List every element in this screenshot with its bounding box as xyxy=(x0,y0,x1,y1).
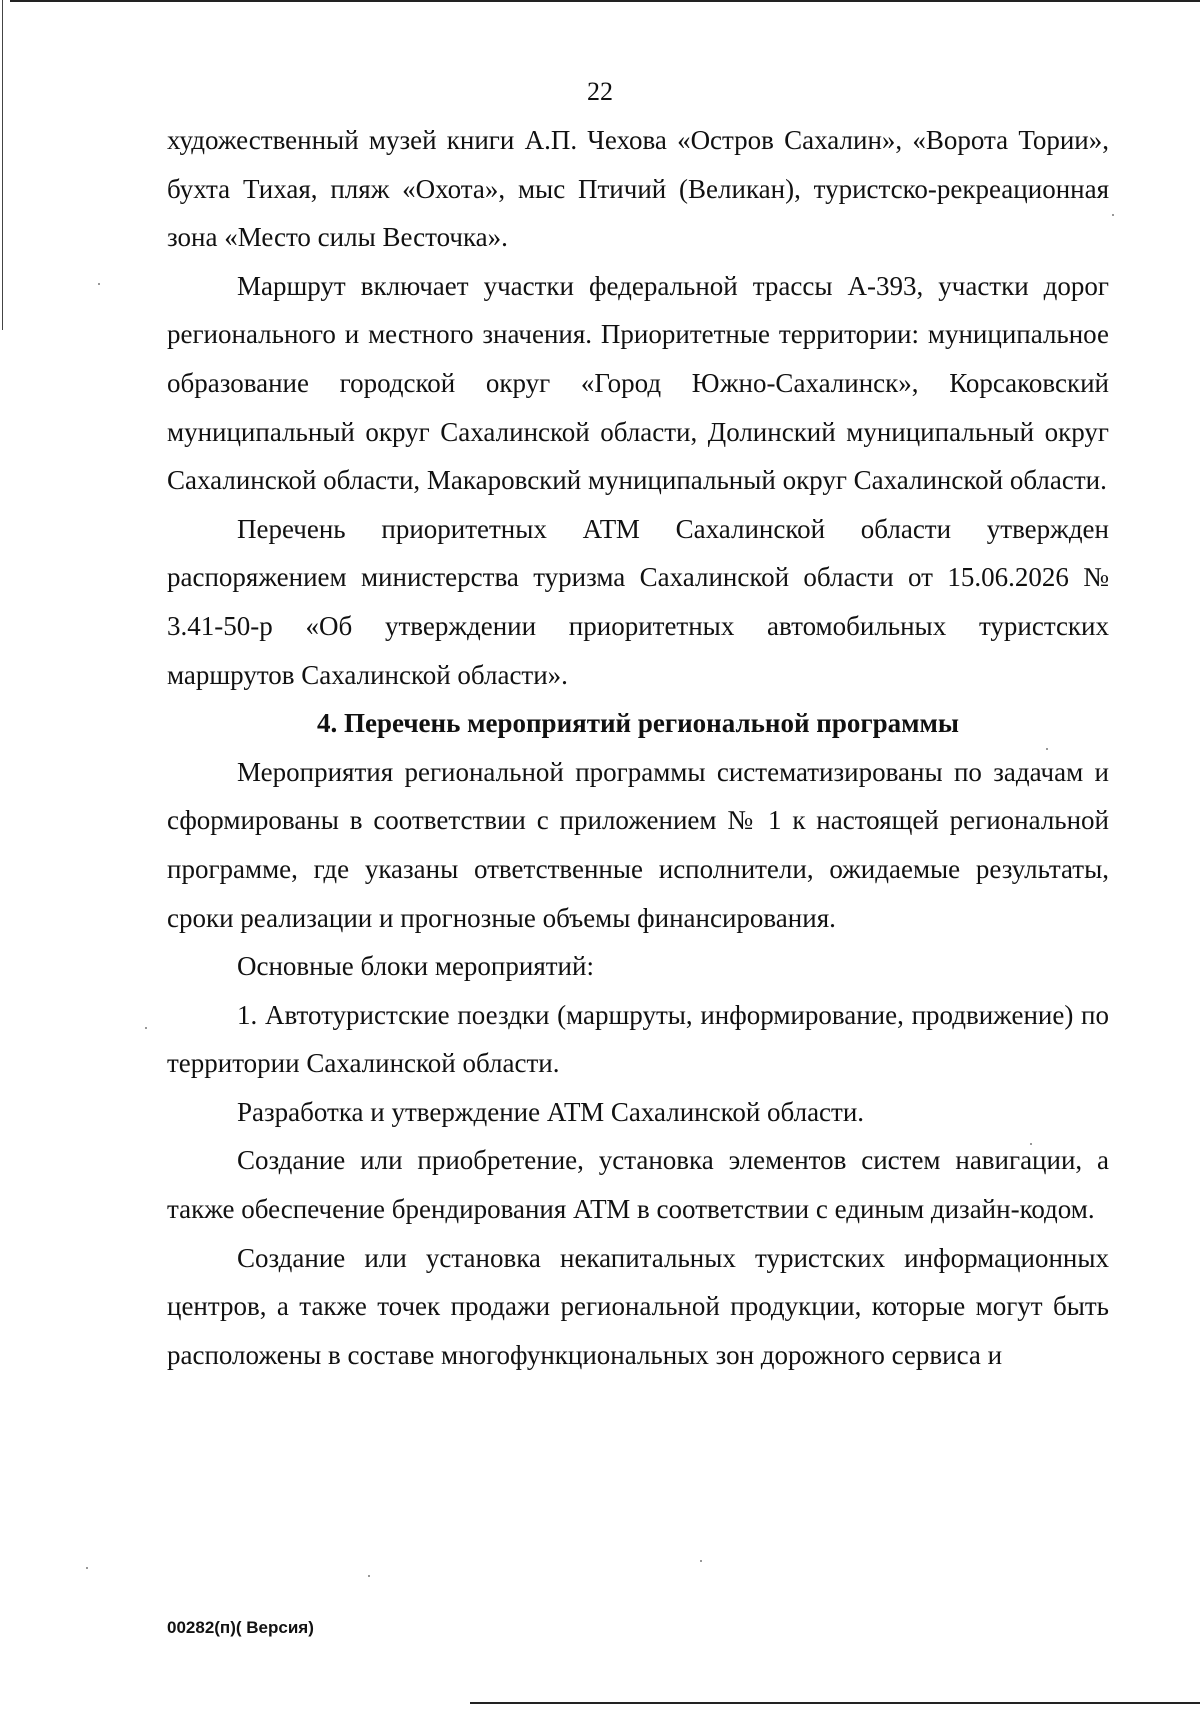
paragraph-info-centers: Создание или установка некапитальных туристских информационных центров, а также точек продажи региональной продукции, которые могут быть расположены в составе многофункциональных зон дорожного сервиса и xyxy=(167,1242,1109,1370)
paragraph-measures: Мероприятия региональной программы систематизированы по задачам и сформированы в соответствии с приложением № 1 к настоящей региональной программе, где указаны ответственные исполнители, ожидаемые результаты, сроки реализации и прогнозные объемы финансирования. xyxy=(167,756,1109,933)
scan-speck xyxy=(98,283,100,285)
footer-document-code xyxy=(167,1617,314,1639)
paragraph-blocks-intro: Основные блоки мероприятий: xyxy=(237,951,594,982)
scan-speck xyxy=(1030,1143,1032,1145)
footer-version: ( Версия) xyxy=(235,1618,314,1637)
scan-speck xyxy=(86,1567,88,1569)
paragraph-block-1: 1. Автотуристские поездки (маршруты, информирование, продвижение) по территории Сахалинской области. xyxy=(167,999,1109,1079)
paragraph-atm-development: Разработка и утверждение АТМ Сахалинской области. xyxy=(237,1096,865,1127)
page-number: 22 xyxy=(587,77,613,106)
paragraph-navigation: Создание или приобретение, установка элементов систем навигации, а также обеспечение брендирования АТМ в соответствии с единым дизайн-кодом. xyxy=(167,1145,1109,1225)
scan-border-top xyxy=(10,0,1200,2)
scan-speck xyxy=(368,1575,370,1577)
paragraph-continued: художественный музей книги А.П. Чехова «Остров Сахалин», «Ворота Тории», бухта Тихая, пляж «Охота», мыс Птичий (Великан), туристско-рекреационная зона «Место силы Весточка». xyxy=(167,125,1109,253)
footer-code: 00282(п) xyxy=(167,1618,236,1637)
scan-speck xyxy=(1046,748,1048,750)
scan-speck xyxy=(145,1027,147,1029)
scan-speck xyxy=(700,1560,702,1562)
scan-border-bottom xyxy=(470,1702,1200,1704)
section-heading: 4. Перечень мероприятий региональной программы xyxy=(317,708,959,739)
scan-border-left xyxy=(2,0,3,330)
paragraph-atm-list: Перечень приоритетных АТМ Сахалинской области утвержден распоряжением министерства туризма Сахалинской области от 15.06.2026 № 3.41-50-р «Об утверждении приоритетных автомобильных туристских маршрутов Сахалинской области». xyxy=(167,513,1109,690)
document-body xyxy=(167,116,1109,1379)
scan-speck xyxy=(1112,214,1114,216)
paragraph-route: Маршрут включает участки федеральной трассы А-393, участки дорог регионального и местного значения. Приоритетные территории: муниципальное образование городской округ «Город Южно-Сахалинск», Корсаковский муниципальный округ Сахалинской области, Долинский муниципальный округ Сахалинской области, Макаровский муниципальный округ Сахалинской области. xyxy=(167,270,1109,496)
